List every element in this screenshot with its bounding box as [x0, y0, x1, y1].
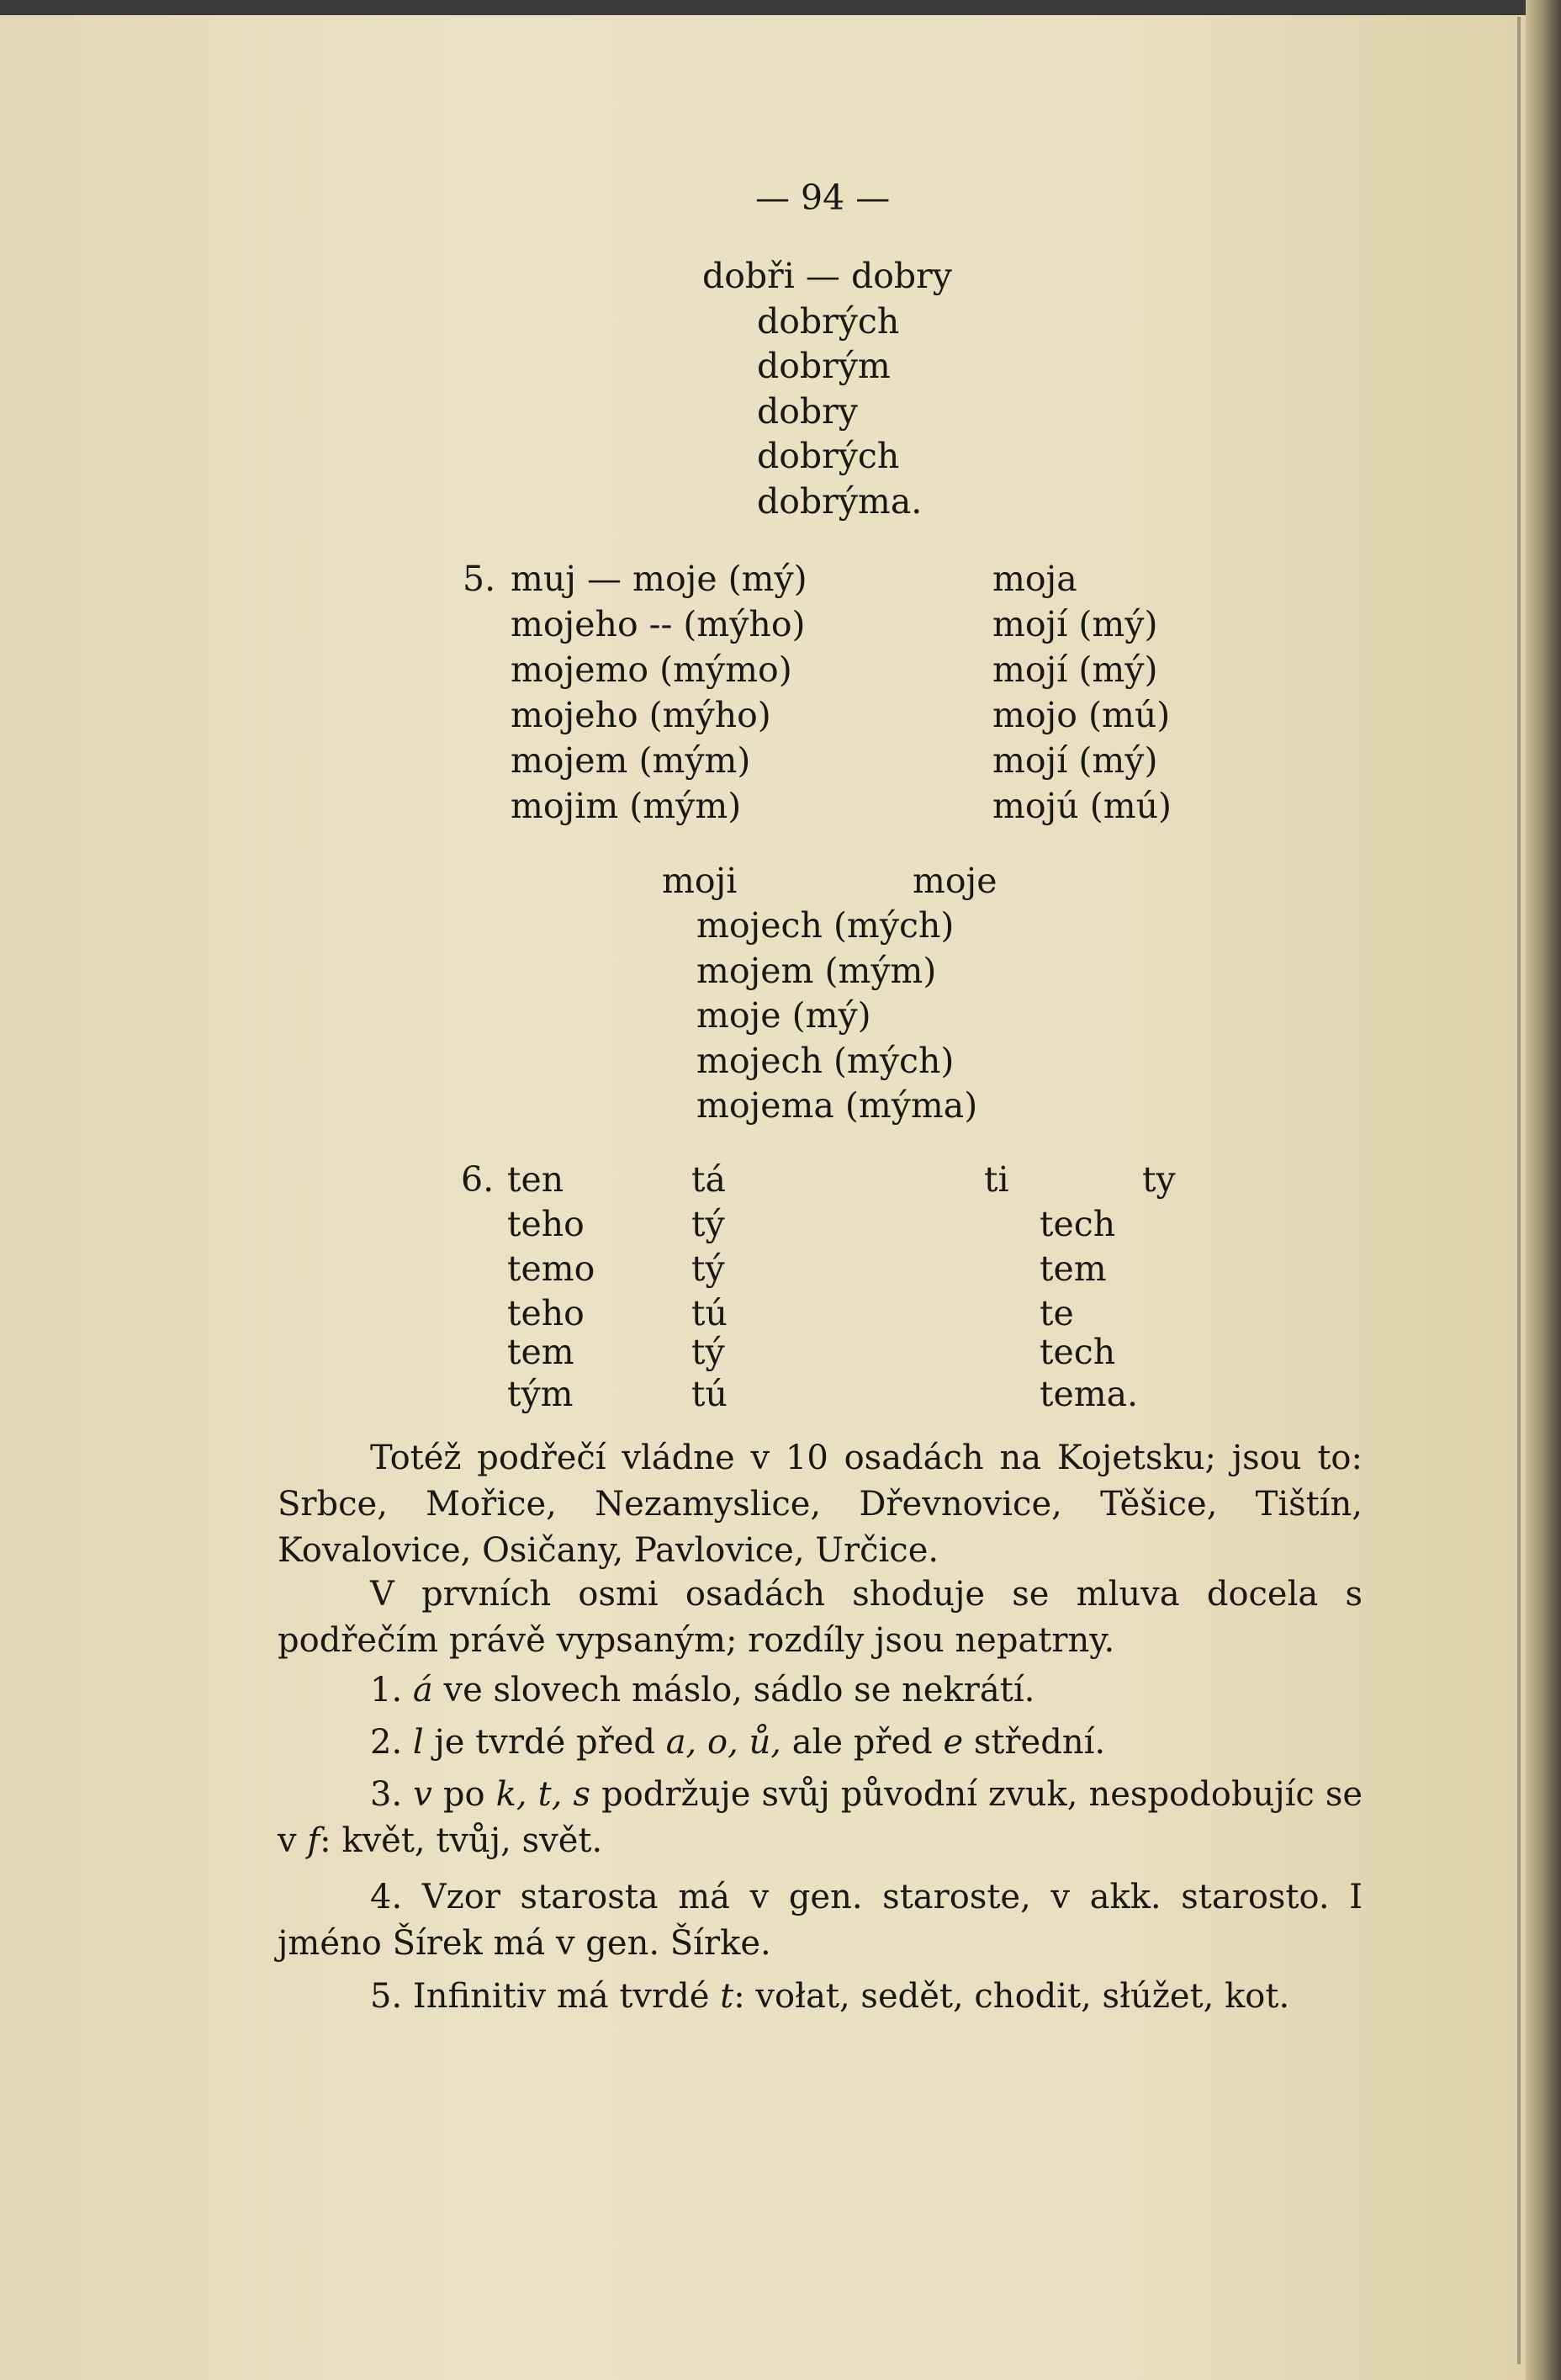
sec5-plural-head-left: moji: [662, 861, 738, 901]
plural-adj-line-3: dobrým: [757, 346, 891, 386]
rule-3-key2: f: [307, 1821, 320, 1860]
scan-right-edge: [1526, 0, 1561, 2380]
sec6-col2-2: tý: [691, 1204, 725, 1244]
page-number: — 94 —: [755, 178, 891, 218]
paragraph-osady: Totéž podřečí vládne v 10 osadách na Kojetsku; jsou to: Srbce, Mořice, Nezamyslice, Dřevnovice, Těšice, Tištín, Kovalovice, Osičany, Pavlovice, Určice.: [278, 1439, 1363, 1570]
sec6-col1-1: ten: [507, 1159, 564, 1200]
rule-2-keys: a, o, ů,: [665, 1723, 781, 1762]
rule-4-number: 4.: [370, 1878, 403, 1916]
plural-adj-line-6: dobrýma.: [757, 481, 923, 522]
sec5-left-5: mojem (mým): [511, 740, 751, 781]
sec5-right-3: mojí (mý): [992, 649, 1158, 690]
sec6-col2-6: tú: [691, 1374, 728, 1414]
sec5-plural-5: mojema (mýma): [696, 1085, 978, 1126]
rule-1-text: ve slovech máslo, sádlo se nekrátí.: [443, 1671, 1035, 1709]
rule-3-key: v: [413, 1775, 432, 1814]
rule-5: [278, 1974, 1363, 2020]
sec6-col1-6: tým: [507, 1374, 574, 1414]
scan-top-edge: [0, 0, 1561, 15]
sec6-col3-head: ti: [984, 1159, 1009, 1200]
rule-3: [278, 1772, 1363, 1864]
rule-4: [278, 1874, 1363, 1967]
paragraph-shoda: V prvních osmi osadách shoduje se mluva docela s podřečím právě vypsaným; rozdíly jsou nepatrny.: [278, 1575, 1363, 1660]
page-fold-line: [1517, 17, 1521, 2364]
rule-3-keys: k, t, s: [495, 1775, 591, 1814]
sec6-col3-5: tema.: [1040, 1374, 1139, 1414]
sec6-col1-2: teho: [507, 1204, 585, 1244]
sec5-right-2: mojí (mý): [992, 604, 1158, 644]
sec6-col2-5: tý: [691, 1332, 725, 1372]
sec5-left-4: mojeho (mýho): [511, 695, 771, 735]
sec5-right-4: mojo (mú): [992, 695, 1171, 735]
sec5-left-6: mojim (mým): [511, 786, 742, 826]
rule-2-end: střední.: [973, 1723, 1106, 1762]
rule-1: [278, 1667, 1363, 1714]
rule-5-end: : vołat, sedět, chodit, słúžet, kot.: [733, 1977, 1290, 2016]
sec5-left-2: mojeho -- (mýho): [511, 604, 806, 644]
sec5-plural-3: moje (mý): [696, 995, 871, 1036]
sec6-col2-4: tú: [691, 1293, 728, 1333]
section-6-marker: 6.: [461, 1159, 495, 1200]
plural-adj-line-4: dobry: [757, 391, 858, 432]
sec6-col1-4: teho: [507, 1293, 585, 1333]
sec5-plural-head-right: moje: [913, 861, 997, 901]
rule-3-mid: po: [442, 1775, 485, 1814]
sec5-right-6: mojú (mú): [992, 786, 1172, 826]
sec6-col1-3: temo: [507, 1248, 595, 1289]
sec6-col4-head: ty: [1142, 1159, 1176, 1200]
plural-adj-line-2: dobrých: [757, 301, 900, 342]
sec6-col2-3: tý: [691, 1248, 725, 1289]
rule-3-number: 3.: [370, 1775, 403, 1814]
rule-5-text: Infinitiv má tvrdé: [412, 1977, 710, 2016]
section-5-marker: 5.: [463, 559, 496, 599]
sec5-left-1: muj — moje (mý): [511, 559, 807, 599]
rule-5-key: t: [720, 1977, 734, 2016]
rule-2-mid: je tvrdé před: [434, 1723, 655, 1762]
rule-1-number: 1.: [370, 1671, 403, 1709]
sec5-right-5: mojí (mý): [992, 740, 1158, 781]
plural-adj-line-5: dobrých: [757, 436, 900, 476]
sec6-col3-3: te: [1040, 1293, 1074, 1333]
rule-2-key2: e: [943, 1723, 964, 1762]
rule-5-number: 5.: [370, 1977, 403, 2016]
rule-3-text: podržuje svůj původní zvuk, nespodobujíc se v: [278, 1775, 1363, 1860]
sec6-col1-5: tem: [507, 1332, 574, 1372]
rule-2-key: l: [412, 1723, 424, 1762]
sec6-col3-2: tem: [1040, 1248, 1107, 1289]
rule-4-text: Vzor starosta má v gen. staroste, v akk. starosto. I jméno Šírek má v gen. Šírke.: [278, 1878, 1363, 1963]
sec5-plural-1: mojech (mých): [696, 905, 955, 946]
sec5-plural-2: mojem (mým): [696, 951, 937, 991]
rule-2-number: 2.: [370, 1723, 403, 1762]
rule-3-end: : květ, tvůj, svět.: [320, 1821, 603, 1860]
sec6-col3-1: tech: [1040, 1204, 1116, 1244]
sec6-col3-4: tech: [1040, 1332, 1116, 1372]
plural-adj-line-1: dobři — dobry: [702, 256, 952, 296]
sec5-right-1: moja: [992, 559, 1077, 599]
rule-2-mid2: ale před: [791, 1723, 933, 1762]
rule-2: [278, 1720, 1363, 1766]
sec5-left-3: mojemo (mýmo): [511, 649, 792, 690]
sec6-col2-1: tá: [691, 1159, 726, 1200]
sec5-plural-4: mojech (mých): [696, 1041, 955, 1081]
rule-1-key: á: [412, 1671, 433, 1709]
